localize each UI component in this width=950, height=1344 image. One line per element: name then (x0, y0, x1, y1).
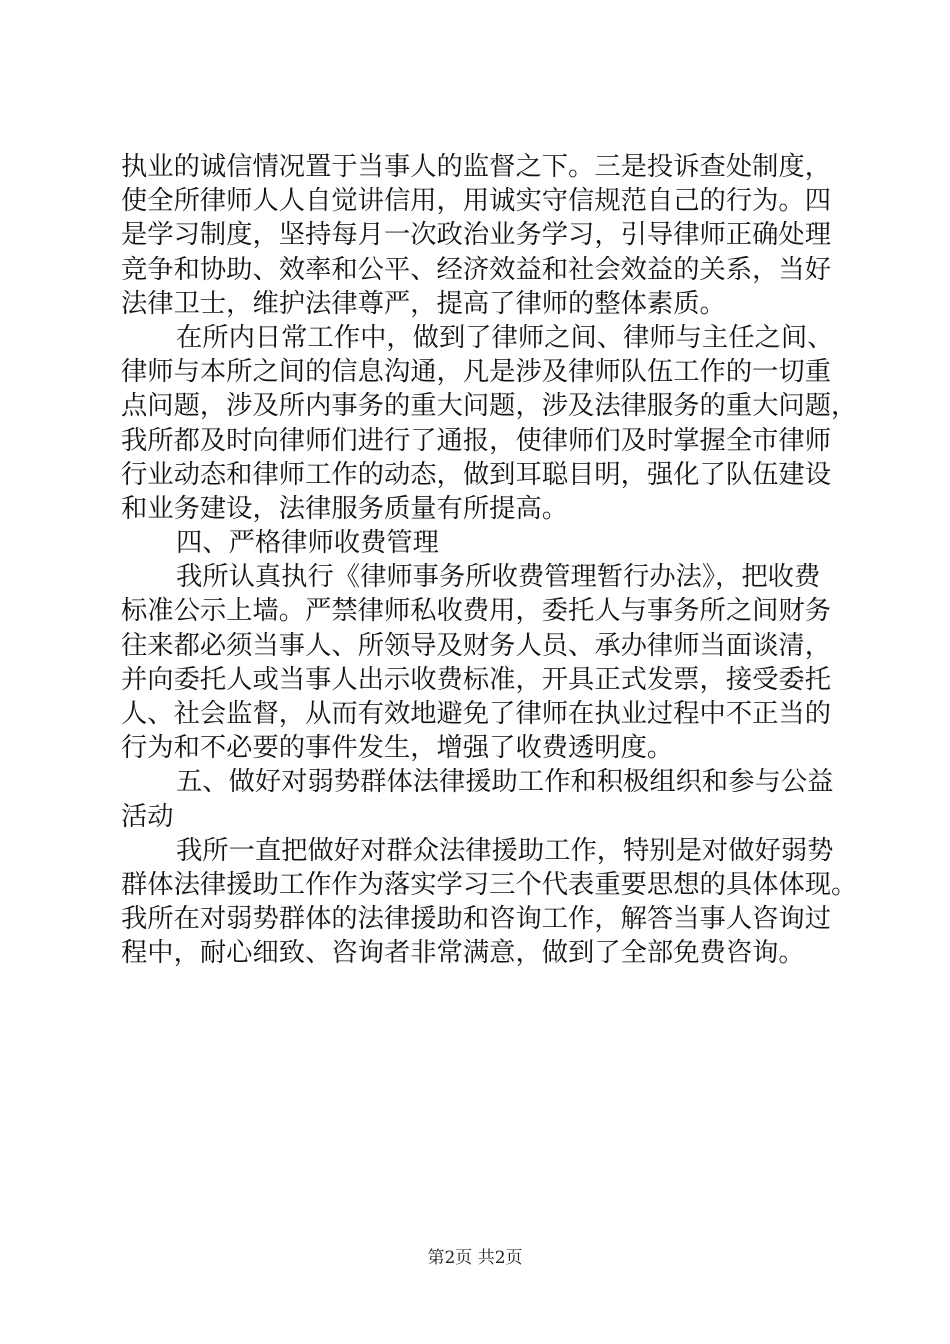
section-heading: 五、做好对弱势群体法律援助工作和积极组织和参与公益 (176, 767, 834, 798)
section-heading: 四、严格律师收费管理 (176, 528, 439, 559)
text-line: 我所都及时向律师们进行了通报，使律师们及时掌握全市律师 (121, 425, 832, 456)
text-line: 群体法律援助工作作为落实学习三个代表重要思想的具体体现。 (121, 869, 858, 900)
paragraph-start-line: 我所认真执行《律师事务所收费管理暂行办法》，把收费 (176, 562, 821, 593)
text-line: 律师与本所之间的信息沟通，凡是涉及律师队伍工作的一切重 (121, 357, 832, 388)
document-body (121, 150, 858, 971)
text-line: 竞争和协助、效率和公平、经济效益和社会效益的关系，当好 (121, 254, 832, 285)
paragraph-start-line: 在所内日常工作中，做到了律师之间、律师与主任之间、 (176, 322, 834, 353)
text-line: 法律卫士，维护法律尊严，提高了律师的整体素质。 (121, 288, 726, 319)
text-line: 标准公示上墙。严禁律师私收费用，委托人与事务所之间财务 (121, 596, 832, 627)
text-line: 和业务建设，法律服务质量有所提高。 (121, 493, 569, 524)
text-line: 执业的诚信情况置于当事人的监督之下。三是投诉查处制度， (121, 152, 832, 182)
text-line: 行业动态和律师工作的动态，做到耳聪目明，强化了队伍建设 (121, 459, 832, 490)
text-line: 人、社会监督，从而有效地避免了律师在执业过程中不正当的 (121, 699, 832, 729)
text-line: 点问题，涉及所内事务的重大问题，涉及法律服务的重大问题， (121, 391, 858, 422)
text-line: 使全所律师人人自觉讲信用，用诚实守信规范自己的行为。四 (121, 186, 832, 217)
section-heading-continuation: 活动 (121, 801, 174, 832)
page-footer (0, 1243, 950, 1268)
page-number-label: 第2页 共2页 (427, 1248, 523, 1268)
text-line: 是学习制度，坚持每月一次政治业务学习，引导律师正确处理 (121, 220, 832, 251)
text-line: 往来都必须当事人、所领导及财务人员、承办律师当面谈清， (121, 630, 832, 661)
text-line: 并向委托人或当事人出示收费标准，开具正式发票，接受委托 (121, 664, 832, 695)
text-line: 我所在对弱势群体的法律援助和咨询工作，解答当事人咨询过 (121, 904, 832, 935)
text-line: 程中，耐心细致、咨询者非常满意，做到了全部免费咨询。 (121, 938, 805, 969)
text-line: 行为和不必要的事件发生，增强了收费透明度。 (121, 733, 674, 764)
paragraph-start-line: 我所一直把做好对群众法律援助工作，特别是对做好弱势 (176, 835, 834, 866)
